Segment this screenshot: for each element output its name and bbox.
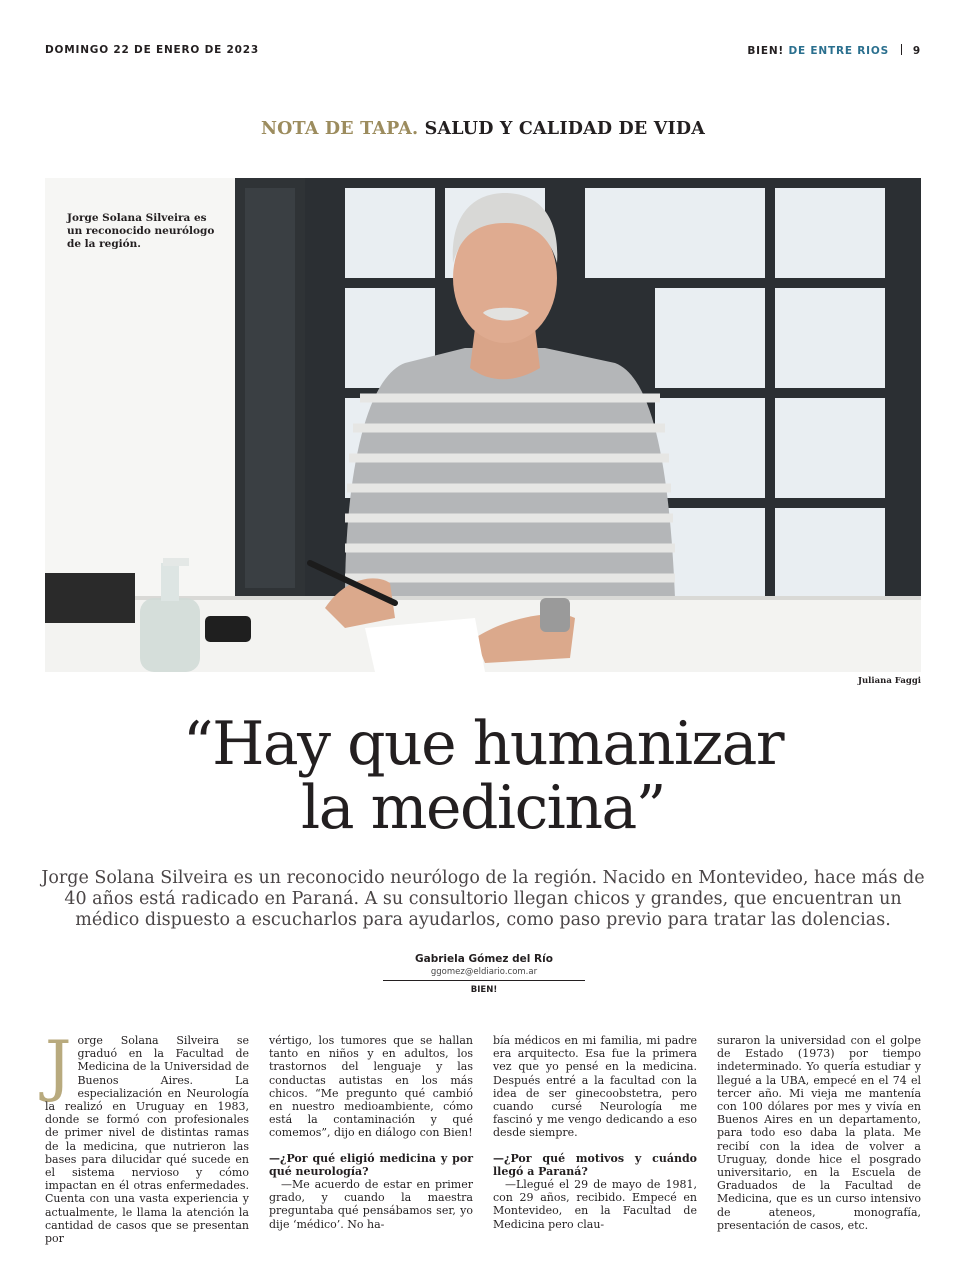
interview-question: —¿Por qué eligió medicina y por qué neurología? <box>269 1151 473 1178</box>
body-column-3 <box>493 1034 697 1231</box>
interview-answer: —Llegué el 29 de mayo de 1981, con 29 años, recibido. Empecé en Montevideo, en la Facultad de Medicina pero clau- <box>493 1178 697 1231</box>
section-topic: SALUD Y CALIDAD DE VIDA <box>424 119 706 139</box>
author-name: Gabriela Gómez del Río <box>415 953 553 965</box>
interview-answer: —Me acuerdo de estar en primer grado, y cuando la maestra preguntaba qué pensábamos ser, yo dije ‘médico’. No ha- <box>269 1178 473 1231</box>
lead-photo <box>45 178 921 672</box>
body-paragraph: bía médicos en mi familia, mi padre era arquitecto. Esa fue la primera vez que yo pensé en la medicina. Después entré a la facultad con la idea de ser ginecoobstetra, pero cuando cursé Neurología me fascinó y me vengo dedicando a eso desde siempre. <box>493 1034 697 1140</box>
interview-question: —¿Por qué motivos y cuándo llegó a Paraná? <box>493 1151 697 1178</box>
brand-name: BIEN! <box>747 45 785 57</box>
body-column-4 <box>717 1034 921 1232</box>
headline <box>0 709 966 843</box>
publication-name: BIEN! <box>470 985 498 995</box>
body-column-1 <box>45 1027 249 1246</box>
brand-subtitle: DE ENTRE RIOS <box>788 45 889 57</box>
masthead-right <box>747 44 921 57</box>
body-paragraph: orge Solana Silveira se graduó en la Facultad de Medicina de la Universidad de Buenos Aires. La especialización en Neurología la realizó en Uruguay en 1983, donde se formó con profesionales de primer nivel de distintas ramas de la medicina, que nutrieron las bases para dilucidar qué sucede en el sistema nervioso y cómo impactan en él otras enfermedades. Cuenta con una vasta experiencia y actualmente, le llama la atención la cantidad de casos que se presentan por <box>45 1034 249 1246</box>
byline <box>383 953 585 995</box>
page-header <box>45 44 921 60</box>
body-paragraph: vértigo, los tumores que se hallan tanto en niños y en adultos, los trastornos del lenguaje y las conductas autistas en los más chicos. “Me pregunto qué cambió en nuestro medioambiente, cómo está la contaminación y qué comemos”, dijo en diálogo con Bien! <box>269 1034 473 1140</box>
drop-cap: J <box>45 1027 72 1104</box>
byline-rule <box>383 980 585 981</box>
photo-caption: Jorge Solana Silveira es un reconocido neurólogo de la región. <box>67 212 215 250</box>
article-dek: Jorge Solana Silveira es un reconocido neurólogo de la región. Nacido en Montevideo, hace más de 40 años está radicado en Paraná. A su consultorio llegan chicos y grandes, que encuentran un médico dispuesto a escucharlos para ayudarlos, como paso previo para tratar las dolencias. <box>41 868 925 930</box>
issue-date: DOMINGO 22 DE ENERO DE 2023 <box>45 44 259 56</box>
headline-line-1: “Hay que humanizar <box>182 709 784 779</box>
page-number: 9 <box>912 45 921 57</box>
photo-credit: Juliana Faggi <box>857 676 921 686</box>
section-kicker: NOTA DE TAPA. <box>260 119 419 139</box>
photo-illustration <box>45 178 921 672</box>
article-body <box>45 1027 921 1264</box>
body-paragraph: suraron la universidad con el golpe de Estado (1973) por tiempo indeterminado. Yo quería estudiar y llegué a la UBA, empecé en el 74 el tercer año. Mi vieja me mantenía con 100 dólares por mes y vivía en Buenos Aires en un departamento, para todo eso daba la plata. Me recibí con la idea de volver a Uruguay, donde hice el posgrado universitario, en la Escuela de Graduados de la Facultad de Medicina, que es un curso intensivo de ateneos, monografía, presentación de casos, etc. <box>717 1034 921 1232</box>
author-email[interactable]: ggomez@eldiario.com.ar <box>430 967 538 977</box>
headline-line-2: la medicina” <box>301 773 665 843</box>
section-label <box>0 119 966 139</box>
header-divider <box>901 44 902 55</box>
body-column-2 <box>269 1034 473 1231</box>
